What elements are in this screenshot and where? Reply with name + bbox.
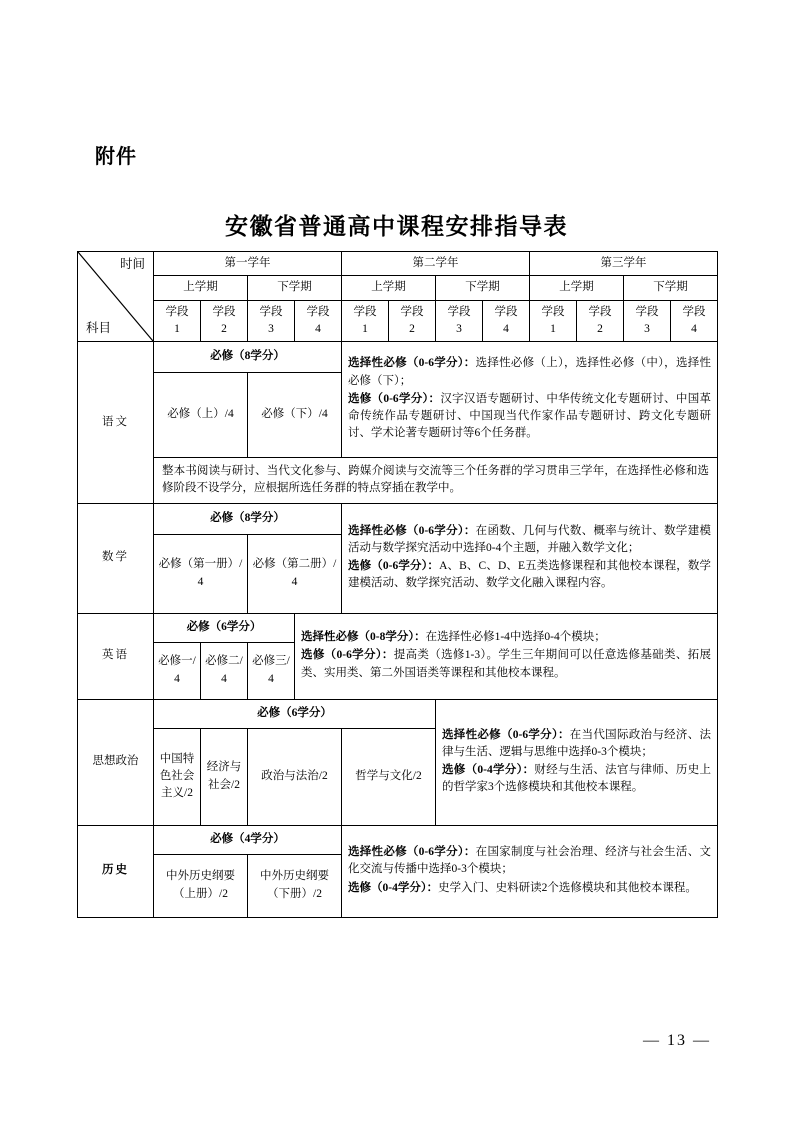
english-elective-text-2: 提高类（选修1-3）。学生三年期间可以任意选修基础类、拓展类、实用类、第二外国语类等课程和其他校本课程。 (301, 649, 711, 679)
header-segment (154, 300, 201, 342)
chinese-elective-cell (342, 342, 718, 458)
politics-required-item-3: 政治与法治/2 (248, 728, 342, 825)
header-term-5: 上学期 (530, 276, 624, 300)
chinese-elective-line2 (348, 391, 711, 443)
segment-label: 学段 (259, 305, 283, 318)
english-elective-line1 (301, 629, 711, 646)
header-segment (530, 300, 577, 342)
english-required-head: 必修（6学分） (154, 613, 295, 642)
corner-time-label: 时间 (119, 257, 145, 271)
english-elective-text-1: 在选择性必修1-4中选择0-4个模块； (425, 631, 606, 644)
history-elective-label-2: 选修（0-4学分）： (348, 881, 439, 894)
page-title: 安徽省普通高中课程安排指导表 (225, 214, 568, 239)
math-elective-label-1: 选择性必修（0-6学分）： (348, 524, 476, 537)
politics-elective-cell (436, 699, 718, 825)
curriculum-table (77, 251, 718, 918)
segment-number: 4 (691, 322, 697, 335)
table-row (78, 699, 718, 728)
history-elective-line1 (348, 844, 711, 879)
header-segment (295, 300, 342, 342)
corner-header-cell (78, 252, 154, 342)
segment-label: 学段 (165, 305, 189, 318)
math-elective-line2 (348, 558, 711, 593)
table-header-terms (78, 276, 718, 300)
math-elective-label-2: 选修（0-6学分）： (348, 560, 440, 572)
header-year-3: 第三学年 (530, 252, 718, 276)
header-segment (483, 300, 530, 342)
segment-label: 学段 (212, 305, 236, 318)
segment-label: 学段 (494, 305, 518, 318)
segment-number: 1 (362, 322, 368, 335)
math-required-item-1: 必修（第一册）/4 (154, 534, 248, 613)
segment-number: 4 (315, 322, 321, 335)
math-elective-line1 (348, 523, 711, 558)
segment-label: 学段 (306, 305, 330, 318)
table-header-segments (78, 300, 718, 342)
chinese-elective-line1 (348, 355, 711, 390)
politics-elective-text-2: 财经与生活、法官与律师、历史上的哲学家3个选修模块和其他校本课程。 (442, 764, 711, 794)
header-term-4: 下学期 (436, 276, 530, 300)
segment-label: 学段 (447, 305, 471, 318)
math-elective-text-1: 在函数、几何与代数、概率与统计、数学建模活动与数学探究活动中选择0-4个主题，并融入数学文化； (348, 524, 711, 554)
table-row (78, 503, 718, 534)
header-segment (342, 300, 389, 342)
segment-number: 3 (644, 322, 650, 335)
segment-number: 2 (597, 322, 603, 335)
english-elective-label-2: 选修（0-6学分）： (301, 649, 394, 662)
history-elective-line2 (348, 880, 711, 897)
segment-number: 1 (550, 322, 556, 335)
chinese-required-head: 必修（8学分） (154, 342, 342, 373)
corner-subject-label: 科目 (86, 321, 112, 336)
header-segment (577, 300, 624, 342)
politics-elective-line1 (442, 727, 711, 762)
subject-history: 历史 (78, 825, 154, 917)
english-elective-line2 (301, 647, 711, 682)
english-required-item-1: 必修一/4 (154, 642, 201, 699)
table-row (78, 458, 718, 504)
history-elective-cell (342, 825, 718, 917)
table-row (78, 825, 718, 854)
math-elective-cell (342, 503, 718, 613)
politics-elective-label-2: 选修（0-4学分）： (442, 764, 535, 776)
chinese-elective-label-1: 选择性必修（0-6学分）： (348, 357, 476, 370)
subject-politics: 思想政治 (78, 699, 154, 825)
segment-label: 学段 (353, 305, 377, 318)
segment-label: 学段 (635, 305, 659, 318)
subject-math: 数学 (78, 503, 154, 613)
politics-elective-text-1: 在当代国际政治与经济、法律与生活、逻辑与思维中选择0-3个模块； (442, 728, 711, 758)
header-segment (671, 300, 718, 342)
history-elective-text-1: 在国家制度与社会治理、经济与社会生活、文化交流与传播中选择0-3个模块； (348, 846, 711, 876)
segment-label: 学段 (400, 305, 424, 318)
header-term-2: 下学期 (248, 276, 342, 300)
header-term-3: 上学期 (342, 276, 436, 300)
segment-number: 3 (268, 322, 274, 335)
chinese-elective-label-2: 选修（0-6学分）： (348, 392, 441, 405)
header-segment (436, 300, 483, 342)
segment-number: 4 (503, 322, 509, 335)
segment-number: 1 (174, 322, 180, 335)
header-year-1: 第一学年 (154, 252, 342, 276)
politics-required-head: 必修（6学分） (154, 699, 436, 728)
math-required-item-2: 必修（第二册）/4 (248, 534, 342, 613)
english-elective-cell (295, 613, 718, 699)
header-segment (389, 300, 436, 342)
header-term-1: 上学期 (154, 276, 248, 300)
header-segment (248, 300, 295, 342)
segment-number: 3 (456, 322, 462, 335)
chinese-required-item-1: 必修（上）/4 (154, 373, 248, 458)
chinese-elective-text-1: 选择性必修（上），选择性必修（中），选择性必修（下）； (348, 357, 711, 387)
politics-required-item-4: 哲学与文化/2 (342, 728, 436, 825)
history-required-item-2: 中外历史纲要（下册）/2 (248, 854, 342, 917)
subject-english: 英语 (78, 613, 154, 699)
page-number: — 13 — (643, 1032, 711, 1049)
history-required-item-1: 中外历史纲要（上册）/2 (154, 854, 248, 917)
politics-elective-line2 (442, 762, 711, 797)
english-required-item-3: 必修三/4 (248, 642, 295, 699)
english-elective-label-1: 选择性必修（0-8学分）： (301, 631, 426, 644)
history-elective-label-1: 选择性必修（0-6学分）： (348, 846, 476, 859)
attachment-label: 附件 (95, 146, 137, 168)
politics-elective-label-1: 选择性必修（0-6学分）： (442, 728, 570, 741)
table-row (78, 342, 718, 373)
segment-label: 学段 (682, 305, 706, 318)
subject-chinese: 语文 (78, 342, 154, 504)
chinese-note: 整本书阅读与研讨、当代文化参与、跨媒介阅读与交流等三个任务群的学习贯串三学年，在选择性必修和选修阶段不设学分，应根据所选任务群的特点穿插在教学中。 (154, 458, 718, 504)
curriculum-table-container (77, 251, 717, 918)
politics-required-item-1: 中国特色社会主义/2 (154, 728, 201, 825)
math-elective-text-2: A、B、C、D、E五类选修课程和其他校本课程，数学建模活动、数学探究活动、数学文化融入课程内容。 (348, 560, 711, 590)
header-segment (624, 300, 671, 342)
history-elective-text-2: 史学入门、史料研读2个选修模块和其他校本课程。 (438, 881, 697, 894)
chinese-elective-text-2: 汉字汉语专题研讨、中华传统文化专题研讨、中国革命传统作品专题研讨、中国现当代作家作品专题研讨、跨文化专题研讨、学术论著专题研讨等6个任务群。 (348, 392, 711, 440)
politics-required-item-2: 经济与社会/2 (201, 728, 248, 825)
segment-number: 2 (409, 322, 415, 335)
chinese-required-item-2: 必修（下）/4 (248, 373, 342, 458)
history-required-head: 必修（4学分） (154, 825, 342, 854)
header-segment (201, 300, 248, 342)
segment-label: 学段 (588, 305, 612, 318)
header-year-2: 第二学年 (342, 252, 530, 276)
math-required-head: 必修（8学分） (154, 503, 342, 534)
segment-number: 2 (221, 322, 227, 335)
header-term-6: 下学期 (624, 276, 718, 300)
english-required-item-2: 必修二/4 (201, 642, 248, 699)
table-header-years (78, 252, 718, 276)
segment-label: 学段 (541, 305, 565, 318)
table-row (78, 613, 718, 642)
